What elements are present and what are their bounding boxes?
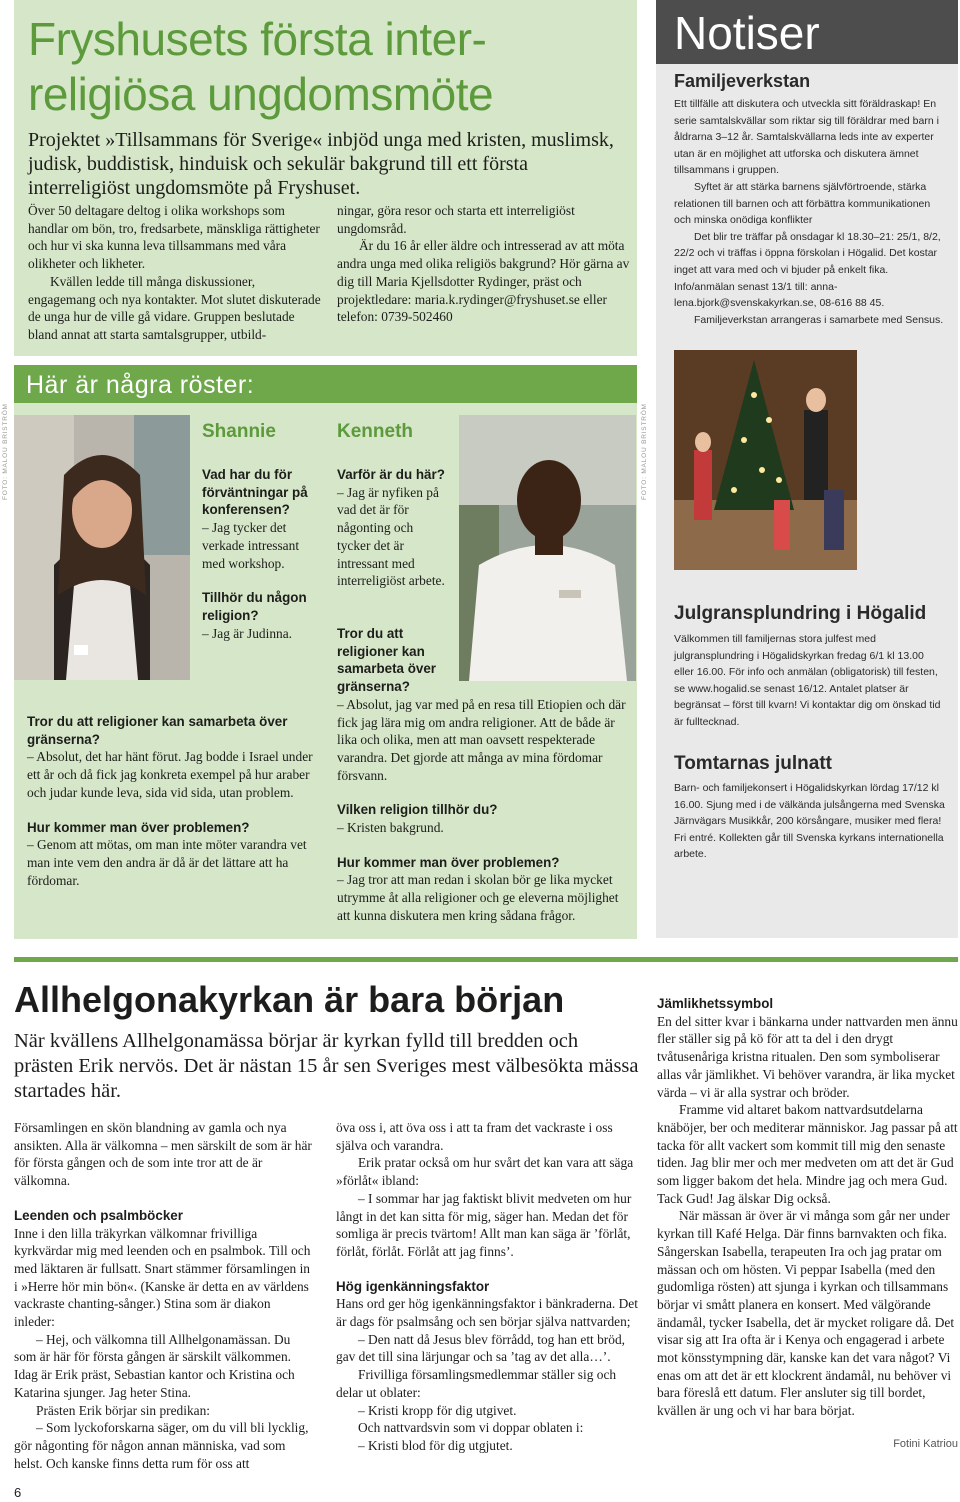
question: Vilken religion tillhör du?	[337, 802, 498, 818]
answer: – Absolut, jag var med på en resa till Etiopien och där fick jag lära mig om andra religioner. Att de både är lika och olika, men att man oavsett respekterade varandra. Det gjorde att många av mina fördomar försvann.	[337, 696, 626, 783]
bottom-article-column-2	[336, 1119, 638, 1455]
bottom-article-column-1	[14, 1119, 314, 1472]
paragraph: – Den natt då Jesus blev förrådd, tog han ett bröd, gav det till sina lärjungar och sa ’tag av det alla…’.	[336, 1331, 626, 1365]
question: Hur kommer man över problemen?	[27, 819, 250, 835]
photo-credit: FOTO: MALOU BRISTRÖM	[641, 403, 648, 500]
paragraph: Syftet är att stärka barnens självförtroende, stärka relationen till barnen och att förbättra kommunikationen och minska onödiga konflikter	[674, 180, 931, 227]
bottom-article-lead: När kvällens Allhelgonamässa börjar är kyrkan fylld till bredden och prästen Erik nervös. Det är nästan 15 år sen Sveriges mest välbesökta mässa startades här.	[14, 1030, 639, 1102]
bottom-article-column-3	[657, 995, 959, 1420]
title-line-2: religiösa ungdomsmöte	[28, 68, 494, 120]
byline: Fotini Katriou	[893, 1438, 958, 1450]
paragraph: Församlingen en skön blandning av gamla och nya ansikten. Alla är välkomna – men särskilt de som är här för första gången och de som inte tror att de är välkomna.	[14, 1120, 312, 1189]
answer: – Jag är Judinna.	[202, 625, 292, 641]
shannie-qa-lower	[27, 713, 322, 889]
familjeverkstan-text	[674, 96, 946, 328]
paragraph: Ett tillfälle att diskutera och utveckla sitt föräldraskap! En serie samtalskvällar som riktar sig till föräldrar med barn i åldrarna 3–12 år. Samtalskvällarna leds inte av experter utan är en möjlighet att utforska och diskutera ämnet tillsammans i gruppen.	[674, 98, 939, 177]
answer: – Jag tycker det verkade intressant med workshop.	[202, 520, 300, 571]
shannie-photo	[14, 415, 190, 680]
answer: – Genom att mötas, om man inte möter varandra vet man inte vem den andra är då är det lättare att ha fördomar.	[27, 837, 307, 888]
subheading: Leenden och psalmböcker	[14, 1207, 183, 1223]
question: Vad har du för förväntningar på konferensen?	[202, 467, 308, 518]
title-line-1: Fryshusets första inter-	[28, 13, 487, 65]
paragraph: En del sitter kvar i bänkarna under nattvarden men ännu fler ställer sig på kö för att ta del i den drygt tvåtusenåriga kristna ritualen. Den som symboliserar allas vår jämlikhet. Vi behöver varandra, är lika mycket värda – vi är alla systrar och bröder.	[657, 1013, 958, 1100]
question: Hur kommer man över problemen?	[337, 854, 560, 870]
top-article-title	[28, 12, 628, 122]
tomtarna-text: Barn- och familjekonsert i Högalidskyrkan lördag 17/12 kl 16.00. Sjung med i de välkända julsångerna med Svenska Järnvägars Musikkår, 200 körsångare, musiker med flera! Fri entré. Kollekten går till Svenska kyrkans internationella arbete.	[674, 782, 945, 861]
paragraph: Frivilliga församlingsmedlemmar ställer sig och delar ut oblater:	[336, 1367, 617, 1400]
paragraph: Över 50 deltagare deltog i olika workshops som handlar om bön, tro, fredsarbete, mänskliga rättigheter och hur vi ska kunna leva tillsammans med våra olikheter och likheter.	[28, 203, 320, 272]
paragraph: öva oss i, att öva oss i att ta fram det vackraste i oss själva och varandra.	[336, 1120, 613, 1153]
kenneth-qa-upper	[337, 466, 449, 590]
paragraph: Framme vid altaret bakom nattvardsutdelarna knäböjer, ber och mediterar människor. Jag passar på att tacka för allt vackert som kommit till mig den senaste tiden. Jag blir mer och mer medveten om att det är Gud som ligger bakom det hela. Mindre jag och mera Gud. Tack Gud! Jag älskar Dig också.	[657, 1102, 958, 1206]
paragraph: – Kristi kropp för dig utgivet.	[358, 1402, 517, 1418]
page-number: 6	[14, 1485, 22, 1500]
paragraph: Inne i den lilla träkyrkan välkomnar frivilliga kyrkvärdar mig med leenden och en psalmbok. Till och med läktaren är fullsatt. Snart stämmer församlingen in i »Herre hör min bön«. (Kanske är detta en av världens vackraste chanting-sånger.) Stina som är diakon inleder:	[14, 1225, 311, 1330]
julgran-text: Välkommen till familjernas stora julfest med julgransplundring i Högalidskyrkan fredag 6/1 kl 13.00 eller 16.00. För info och anmälan (obligatorisk) till festen, se www.hogalid.se senast 16/12. Antalet platser är begränsat – först till kvarn! Vi kontaktar dig om önskad tid är fulltecknad.	[674, 633, 941, 728]
paragraph: När mässan är över är vi många som går ner under kyrkan till Kafé Helga. Där finns barnvakten och fika. Sångerskan Isabella, terapeuten Ira och jag pratar om mässan och om hösten. Vi peppar Isabella (med den gudomliga rösten) att sjunga i kyrkan och tillsammans börjar vi smått planera en konsert. Med välgörande ändamål, tycker Isabella, det är mycket roligare då. Det visar sig att Ira ofta är i Kenya och engagerad i arbete mot könsstympning där, kanske kan det vara något? Vi enas om att det är ett klockrent ändamål, nu behöver vi bara föreslå ett datum. Fler ansluter sig till bordet, kvällen är ung och vi har bara börjat.	[657, 1208, 955, 1419]
paragraph: Och nattvardsvin som vi doppar oblaten i:	[358, 1420, 584, 1436]
section-divider	[14, 957, 958, 962]
voices-title: Här är några röster:	[26, 371, 255, 399]
subheading: Hög igenkänningsfaktor	[336, 1278, 490, 1294]
paragraph: – I sommar har jag faktiskt blivit medveten om hur långt in det kan sitta för mig, säger han. Medan det för somliga är precis tvärtom! Allt man kan säga är ’förlåt, förlåt, förlåt. Förlåt att jag finns’.	[336, 1190, 632, 1259]
top-article-lead: Projektet »Tillsammans för Sverige« inbjöd unga med kristen, muslimsk, judisk, buddistisk, hinduisk och sekulär bakgrund till ett första interreligiöst ungdomsmöte på Fryshuset.	[28, 129, 614, 199]
question: Tror du att religioner kan samarbeta över gränserna?	[337, 626, 436, 695]
subheading: Jämlikhetssymbol	[657, 996, 774, 1011]
paragraph: ningar, göra resor och starta ett interreligiöst ungdomsråd.	[337, 203, 575, 236]
kenneth-qa-lower	[337, 625, 627, 925]
shannie-name: Shannie	[202, 421, 276, 442]
julgran-heading: Julgransplundring i Högalid	[674, 603, 927, 624]
question: Varför är du här?	[337, 467, 445, 482]
paragraph: Kvällen ledde till många diskussioner, engagemang och nya kontakter. Mot slutet diskuterade de unga hur de ville gå vidare. Gruppen beslutade bland annat att starta samtalsgrupper, utbild-	[28, 273, 321, 342]
question: Tror du att religioner kan samarbeta över gränserna?	[27, 714, 288, 747]
tomtarna-heading: Tomtarnas julnatt	[674, 753, 832, 774]
shannie-qa-upper	[202, 466, 322, 642]
question: Tillhör du någon religion?	[202, 590, 307, 623]
paragraph: – Hej, och välkomna till Allhelgonamässan. Du som är här för första gången är särskilt välkommen. Idag är Erik präst, Sebastian kantor och Kristina och Katarina sjunger. Jag heter Stina.	[14, 1331, 295, 1400]
paragraph: Hans ord ger hög igenkänningsfaktor i bänkraderna. Det är dags för psalmsång och sen börjar själva nattvarden;	[336, 1296, 638, 1330]
photo-credit: FOTO: MALOU BRISTRÖM	[2, 403, 9, 500]
paragraph: Erik pratar också om hur svårt det kan vara att säga »förlåt« ibland:	[336, 1155, 634, 1189]
top-article-column-2	[337, 202, 632, 326]
answer: – Jag tror att man redan i skolan bör ge lika mycket utrymme åt alla religioner och ge eleverna möjlighet att kunna diskutera men kring sådana frågor.	[337, 872, 619, 923]
paragraph: Det blir tre träffar på onsdagar kl 18.30–21: 25/1, 8/2, 22/2 och vi träffas i öppna förskolan i Högalid. Det kostar inget att vara med och vi bjuder på enkelt fika. Info/anmälan senast 13/1 till: anna-lena.bjork@svenskakyrkan.se, 08-616 88 45.	[674, 230, 941, 310]
top-article-column-1	[28, 202, 323, 344]
notiser-title: Notiser	[674, 7, 820, 59]
paragraph: Prästen Erik börjar sin predikan:	[36, 1402, 211, 1418]
kenneth-name: Kenneth	[337, 421, 413, 442]
paragraph: Familjeverkstan arrangeras i samarbete med Sensus.	[694, 313, 944, 326]
answer: – Absolut, det har hänt förut. Jag bodde i Israel under ett år och då fick jag konkreta exempel på hur araber och judar kunde leva, sida vid sida, utan problem.	[27, 749, 313, 800]
answer: – Jag är nyfiken på vad det är för någonting och tycker det är intressant med interreligiöst arbete.	[337, 484, 445, 589]
paragraph: Är du 16 år eller äldre och intresserad av att möta andra unga med olika religiös bakgrund? Hör gärna av dig till Maria Kjellsdotter Rydinger, präst och projektledare: maria.k.rydinger@fryshuset.se eller telefon: 0739-502460	[337, 238, 630, 325]
bottom-article-title: Allhelgonakyrkan är bara början	[14, 979, 565, 1020]
christmas-dance-photo	[674, 350, 857, 570]
paragraph: – Kristi blod för dig utgjutet.	[358, 1437, 513, 1453]
familjeverkstan-heading: Familjeverkstan	[674, 71, 811, 91]
answer: – Kristen bakgrund.	[337, 820, 444, 836]
paragraph: – Som lyckoforskarna säger, om du vill bli lycklig, gör någonting för någon annan människa, vad som helst. Och kanske finns detta rum för oss att	[14, 1420, 309, 1471]
